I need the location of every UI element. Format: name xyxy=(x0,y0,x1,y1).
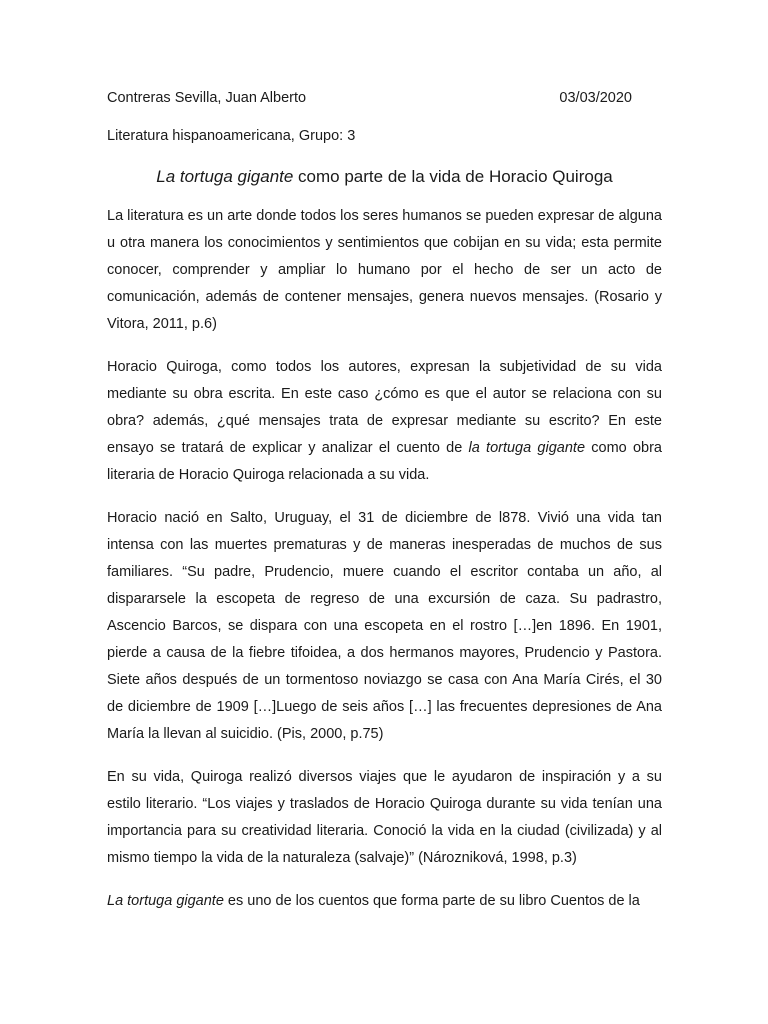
course-info: Literatura hispanoamericana, Grupo: 3 xyxy=(107,128,356,144)
paragraph-5 xyxy=(107,888,662,915)
essay-title xyxy=(107,165,662,189)
paragraph-1: La literatura es un arte donde todos los seres humanos se pueden expresar de alguna u otra manera los conocimientos y sentimientos que cobijan en su vida; esta permite conocer, comprender y ampliar lo humano por el hecho de ser un acto de comunicación, además de contener mensajes, genera nuevos mensajes. (Rosario y Vitora, 2011, p.6) xyxy=(107,208,662,332)
paragraph-2-text-b: como obra literaria de Horacio Quiroga relacionada a su vida. xyxy=(107,440,662,483)
title-italic: La tortuga gigante xyxy=(156,167,294,186)
paragraph-4: En su vida, Quiroga realizó diversos viajes que le ayudaron de inspiración y a su estilo literario. “Los viajes y traslados de Horacio Quiroga durante su vida tenían una importancia para su creatividad literaria. Conoció la vida en la ciudad (civilizada) y al mismo tiempo la vida de la naturaleza (salvaje)” (Nározniková, 1998, p.3) xyxy=(107,769,662,866)
paragraph-5-italic: La tortuga gigante xyxy=(107,893,224,909)
paragraph-2-italic: la tortuga gigante xyxy=(468,440,586,456)
header-row xyxy=(107,90,632,112)
paragraph-3: Horacio nació en Salto, Uruguay, el 31 de diciembre de l878. Vivió una vida tan intensa con las muertes prematuras y de maneras inesperadas de muchos de sus familiares. “Su padre, Prudencio, muere cuando el escritor contaba un año, al dispararsele la escopeta de regreso de una excursión de caza. Su padrastro, Ascencio Barcos, se dispara con una escopeta en el rostro […]en 1896. En 1901, pierde a causa de la fiebre tifoidea, a dos hermanos mayores, Prudencio y Pastora. Siete años después de un tormentoso noviazgo se casa con Ana María Cirés, el 30 de diciembre de 1909 […]Luego de seis años […] las frecuentes depresiones de Ana María la llevan al suicidio. (Pis, 2000, p.75) xyxy=(107,510,662,742)
paragraph-5-book-title: Cuentos de la xyxy=(550,893,640,909)
document-date: 03/03/2020 xyxy=(559,90,632,106)
author-name: Contreras Sevilla, Juan Alberto xyxy=(107,90,307,106)
paragraph-2 xyxy=(107,354,662,489)
paragraph-2-text-a: Horacio Quiroga, como todos los autores, expresan la subjetividad de su vida mediante su obra escrita. En este caso ¿cómo es que el autor se relaciona con su obra? además, ¿qué mensajes trata de expresar mediante su escrito? En este ensayo se tratará de explicar y analizar el cuento de xyxy=(107,359,662,456)
title-rest: como parte de la vida de Horacio Quiroga xyxy=(293,167,613,186)
paragraph-5-text: es uno de los cuentos que forma parte de su libro xyxy=(223,893,551,909)
essay-body xyxy=(107,203,662,931)
